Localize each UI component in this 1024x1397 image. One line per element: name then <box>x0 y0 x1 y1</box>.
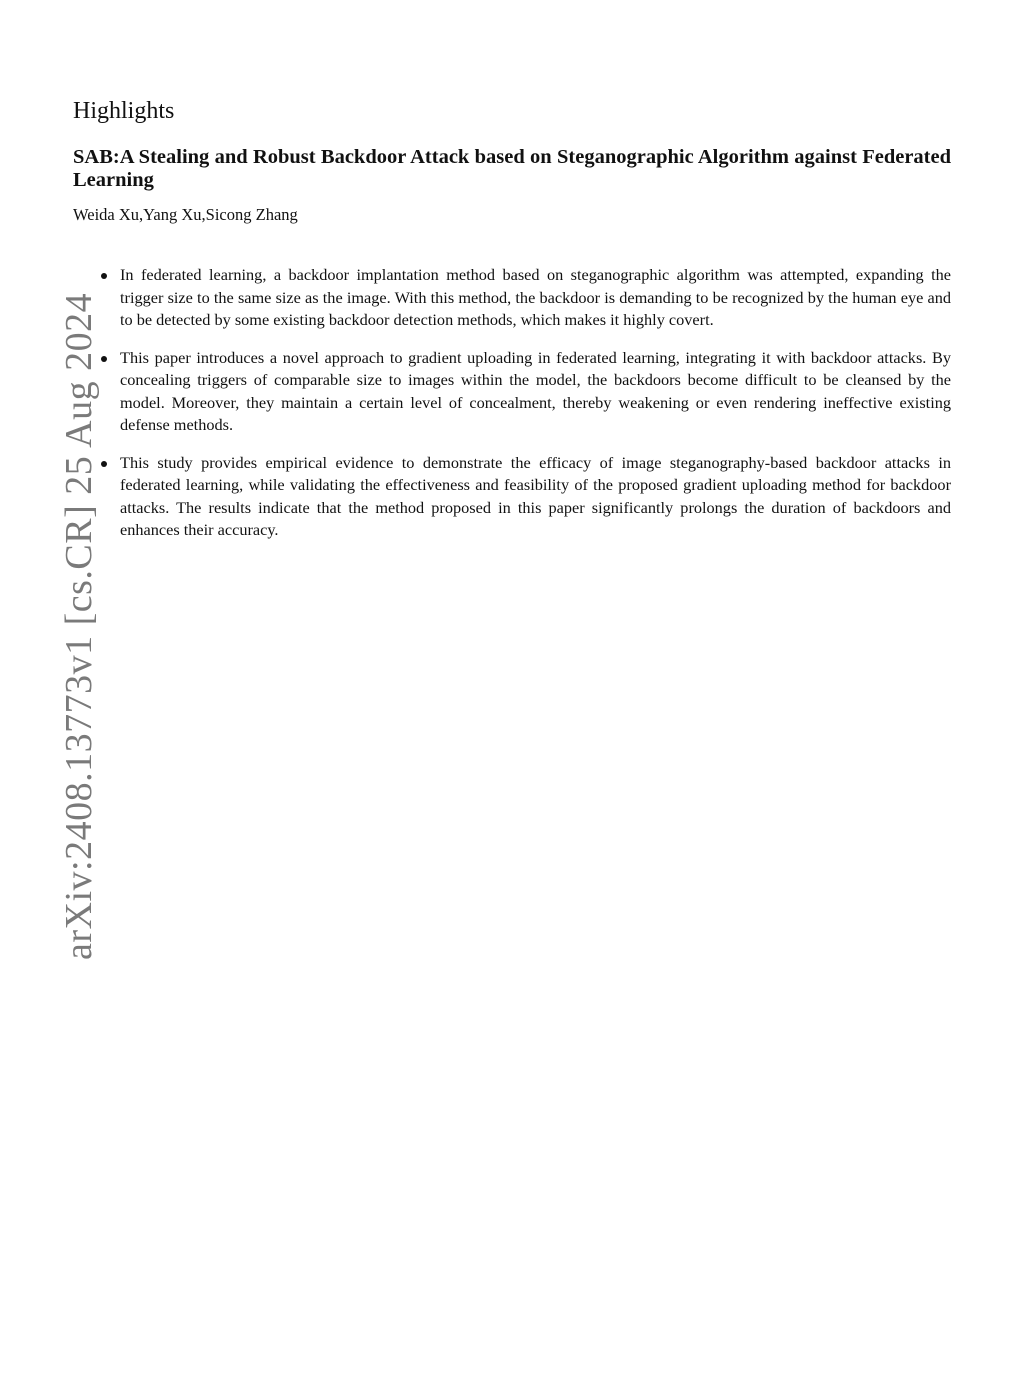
highlight-text: In federated learning, a backdoor implantation method based on steganographic algorithm was attempted, expanding the trigger size to the same size as the image. With this method, the backdoor is demanding to be recognized by the human eye and to be detected by some existing backdoor detection methods, which makes it highly covert. <box>120 265 951 329</box>
arxiv-identifier-stamp: arXiv:2408.13773v1 [cs.CR] 25 Aug 2024 <box>58 292 100 960</box>
highlight-item <box>98 264 951 332</box>
highlight-text: This study provides empirical evidence to demonstrate the efficacy of image steganography-based backdoor attacks in federated learning, while validating the effectiveness and feasibility of the proposed gradient uploading method for backdoor attacks. The results indicate that the method proposed in this paper significantly prolongs the duration of backdoors and enhances their accuracy. <box>120 452 951 539</box>
highlights-heading: Highlights <box>73 98 175 124</box>
highlight-item <box>98 347 951 437</box>
bullet-icon <box>101 461 107 467</box>
highlight-item <box>98 452 951 542</box>
bullet-icon <box>101 356 107 362</box>
bullet-icon <box>101 273 107 279</box>
highlight-text: This paper introduces a novel approach to gradient uploading in federated learning, integrating it with backdoor attacks. By concealing triggers of comparable size to images within the model, the backdoors become difficult to be cleansed by the model. Moreover, they maintain a certain level of concealment, thereby weakening or even rendering ineffective existing defense methods. <box>120 347 951 434</box>
paper-title: SAB:A Stealing and Robust Backdoor Attack based on Steganographic Algorithm against Federated Learning <box>73 146 951 191</box>
author-list: Weida Xu,Yang Xu,Sicong Zhang <box>73 205 298 224</box>
highlights-list <box>98 264 951 557</box>
